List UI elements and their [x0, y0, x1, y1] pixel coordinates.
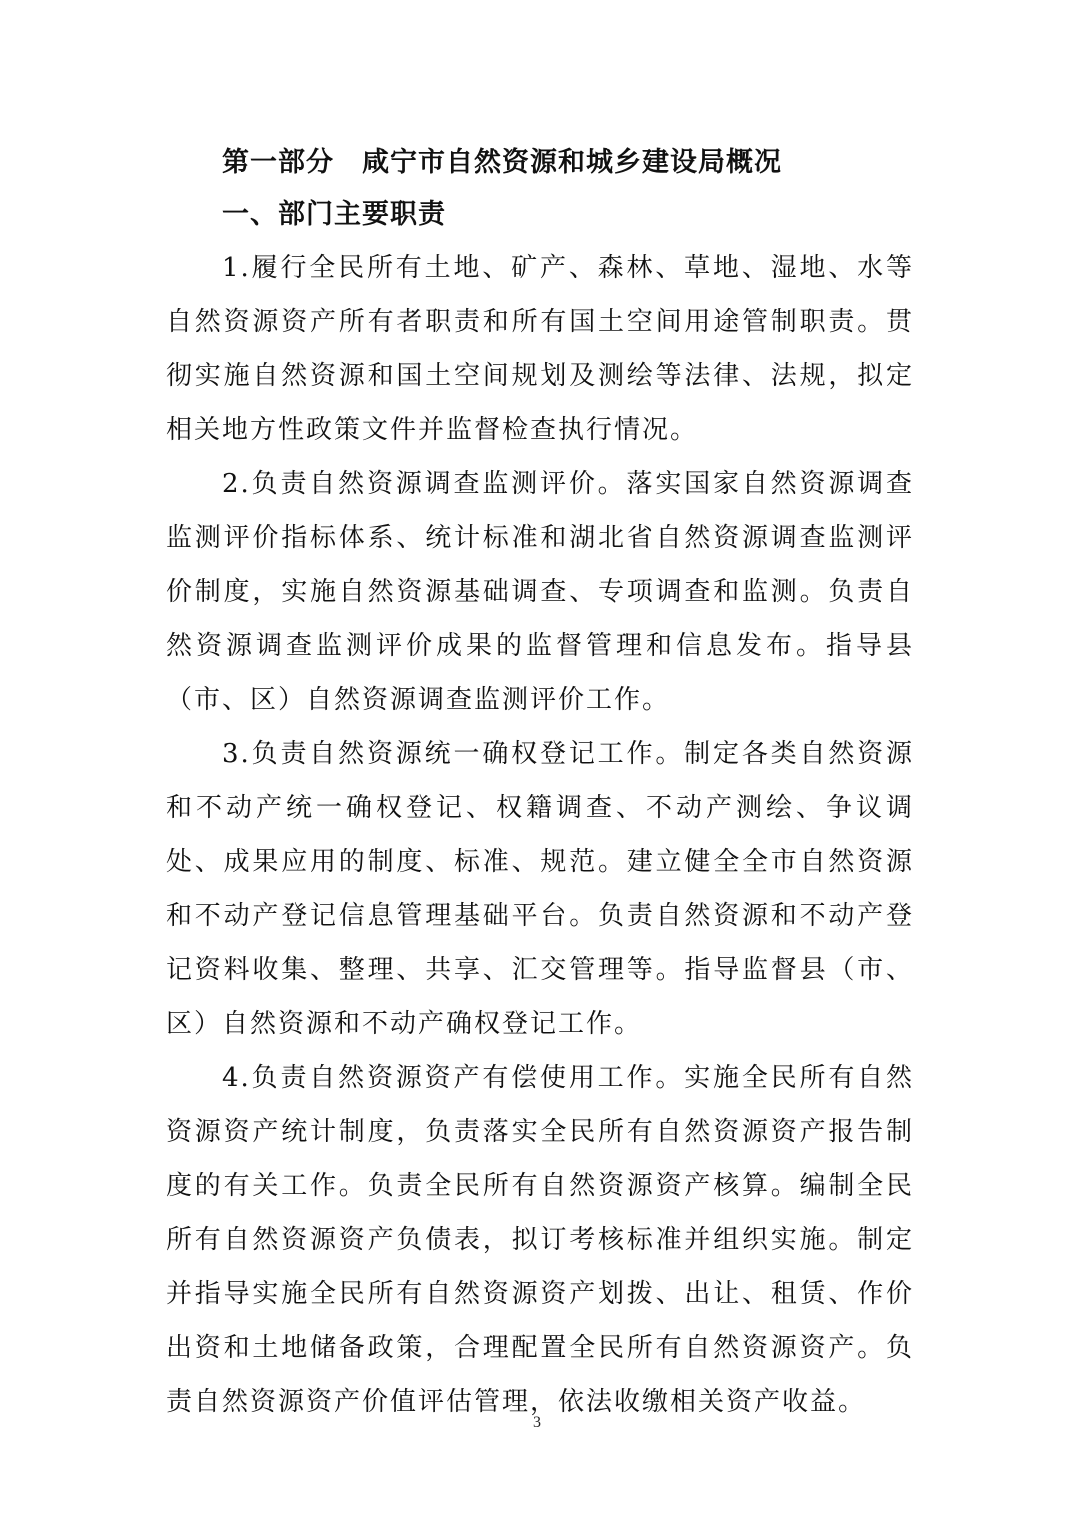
paragraph-4: 4.负责自然资源资产有偿使用工作。实施全民所有自然资源资产统计制度，负责落实全民所有自然资源资产报告制度的有关工作。负责全民所有自然资源资产核算。编制全民所有自然资源资产负债表，拟订考核标准并组织实施。制定并指导实施全民所有自然资源资产划拨、出让、租赁、作价出资和土地储备政策，合理配置全民所有自然资源资产。负责自然资源资产价值评估管理，依法收缴相关资产收益。 — [166, 1063, 914, 1417]
page-body — [166, 137, 914, 1429]
section-title: 一、部门主要职责 — [222, 199, 446, 230]
part-title-text: 咸宁市自然资源和城乡建设局概况 — [362, 147, 782, 178]
paragraph-1: 1.履行全民所有土地、矿产、森林、草地、湿地、水等自然资源资产所有者职责和所有国土空间用途管制职责。贯彻实施自然资源和国土空间规划及测绘等法律、法规，拟定相关地方性政策文件并监督检查执行情况。 — [166, 253, 914, 445]
paragraph-2: 2.负责自然资源调查监测评价。落实国家自然资源调查监测评价指标体系、统计标准和湖北省自然资源调查监测评价制度，实施自然资源基础调查、专项调查和监测。负责自然资源调查监测评价成果的监督管理和信息发布。指导县（市、区）自然资源调查监测评价工作。 — [166, 469, 914, 715]
part-title-label: 第一部分 — [222, 147, 334, 178]
part-title — [166, 137, 914, 189]
page-number: 3 — [533, 1414, 541, 1431]
paragraph-3: 3.负责自然资源统一确权登记工作。制定各类自然资源和不动产统一确权登记、权籍调查、不动产测绘、争议调处、成果应用的制度、标准、规范。建立健全全市自然资源和不动产登记信息管理基础平台。负责自然资源和不动产登记资料收集、整理、共享、汇交管理等。指导监督县（市、区）自然资源和不动产确权登记工作。 — [166, 739, 914, 1039]
